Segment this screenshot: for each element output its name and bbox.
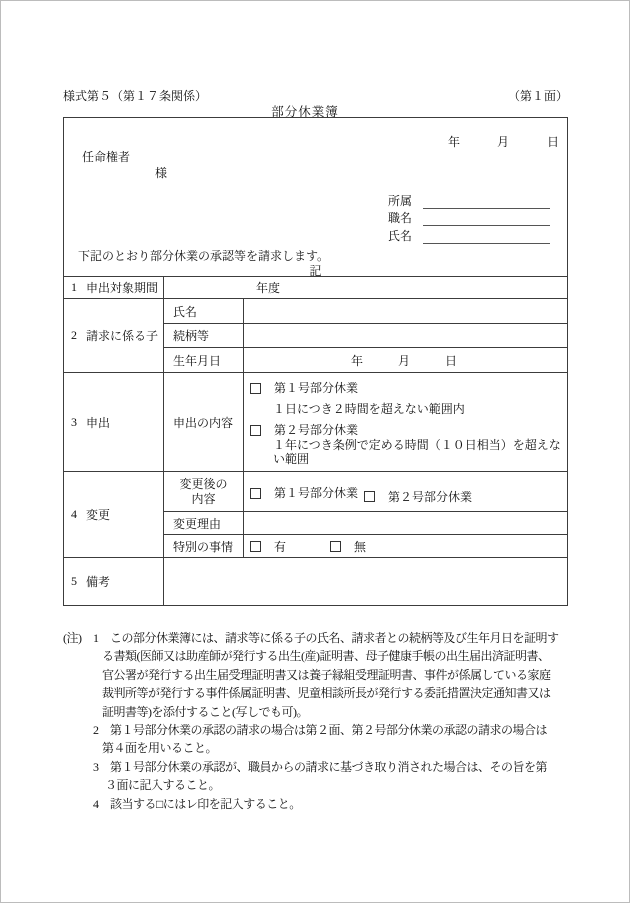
row5-number: 5 (71, 574, 77, 588)
note-1-line-1 (63, 629, 568, 647)
option-leave-type2 (244, 423, 567, 437)
change-option-leave-type1 (244, 486, 358, 500)
notes-section (63, 629, 568, 813)
date-year-label: 年 (448, 135, 461, 149)
note-4-number: 4 (93, 796, 99, 811)
fiscal-year-cell[interactable] (164, 277, 567, 298)
option-leave-type2-desc-line1: １年につき条例で定める時間（１０日相当）を超えな (273, 438, 561, 452)
child-relationship-row (164, 323, 567, 347)
remarks-input-cell[interactable] (164, 558, 567, 605)
special-circumstances-label: 特別の事情 (164, 535, 244, 557)
special-no-label: 無 (354, 539, 367, 554)
birth-day-label: 日 (445, 353, 458, 368)
application-content-label: 申出の内容 (164, 373, 244, 471)
row4-number: 4 (71, 507, 77, 521)
row-application-period (64, 276, 567, 298)
row3-header-cell (64, 373, 164, 471)
note-3-text-1: 第１号部分休業の承認が、職員からの請求に基づき取り消された場合は、その旨を第 (110, 759, 548, 774)
option-leave-type1-desc: １日につき２時間を超えない範囲内 (273, 402, 465, 416)
change-content-row (164, 472, 567, 511)
row1-header-cell (64, 277, 164, 298)
child-birthdate-label: 生年月日 (164, 348, 244, 372)
change-option-leave-type2 (358, 490, 472, 504)
row-change (64, 471, 567, 557)
form-header (64, 118, 567, 276)
change-reason-row (164, 511, 567, 534)
page-marker: （第１面） (507, 89, 568, 103)
child-name-row (164, 299, 567, 323)
child-relationship-label: 続柄等 (164, 324, 244, 347)
special-circumstances-row (164, 534, 567, 557)
row-application (64, 372, 567, 471)
note-1-text-1: この部分休業簿には、請求等に係る子の氏名、請求者との続柄等及び生年月日を証明す (110, 631, 559, 645)
row3-number: 3 (71, 414, 77, 429)
special-circumstances-cell (244, 535, 567, 557)
row5-label: 備考 (86, 575, 111, 589)
checkbox-special-no-icon[interactable] (330, 541, 341, 552)
checkbox-special-yes-icon[interactable] (250, 541, 261, 552)
checkbox-leave-type2-icon[interactable] (250, 425, 261, 436)
option-leave-type2-label: 第２号部分休業 (274, 423, 359, 437)
note-2-number: 2 (93, 723, 99, 738)
special-yes-label: 有 (274, 539, 287, 554)
checkbox-leave-type1-icon[interactable] (250, 383, 261, 394)
document-title: 部分休業簿 (271, 105, 339, 119)
note-3-line-2: ３面に記入すること。 (105, 778, 221, 793)
change-content-label (164, 472, 244, 511)
name-fill-line[interactable] (423, 231, 550, 244)
date-line (64, 133, 567, 147)
date-day-label: 日 (547, 135, 560, 149)
row-child (64, 298, 567, 372)
name-label: 氏名 (388, 229, 413, 243)
form-id: 様式第５（第１７条関係） (63, 89, 208, 103)
record-marker: 記 (309, 264, 322, 278)
row5-header-cell (64, 558, 164, 605)
row2-label: 請求に係る子 (86, 329, 159, 343)
note-1-line-2: る書類(医師又は助産師が発行する出生(産)証明書、母子健康手帳の出生届出済証明書、 (102, 649, 550, 664)
row4-header-cell (64, 472, 164, 557)
child-birthdate-input-cell[interactable] (244, 348, 567, 372)
position-field (388, 212, 550, 226)
change-reason-input-cell[interactable] (244, 512, 567, 534)
row4-label: 変更 (86, 508, 111, 522)
date-month-label: 月 (497, 135, 510, 149)
affiliation-field (388, 195, 550, 209)
row1-label: 申出対象期間 (86, 281, 159, 295)
note-2-line-2: 第４面を用いること。 (102, 741, 218, 756)
note-4-line-1 (63, 795, 568, 813)
option-leave-type2-desc-line2: い範囲 (273, 452, 310, 466)
option-leave-type1-label: 第１号部分休業 (274, 381, 359, 395)
row3-label: 申出 (86, 415, 111, 430)
honorific-label: 様 (155, 166, 168, 180)
fiscal-year-label: 年度 (256, 281, 281, 295)
row1-number: 1 (71, 280, 77, 294)
application-content-cell (244, 373, 567, 471)
child-birthdate-row (164, 347, 567, 372)
change-content-label-line1: 変更後の (179, 476, 228, 491)
request-statement: 下記のとおり部分休業の承認等を請求します。 (78, 249, 330, 263)
notes-label: (注) (63, 631, 82, 645)
form-main-box (63, 117, 568, 606)
change-option-leave-type2-label: 第２号部分休業 (388, 489, 473, 504)
note-1-line-3: 官公署が発行する出生届受理証明書又は養子縁組受理証明書、事件が係属している家庭 (102, 667, 551, 682)
note-2-line-1 (63, 721, 568, 739)
row-remarks (64, 557, 567, 605)
note-1-line-4: 裁判所等が発行する事件係属証明書、児童相談所長が発行する委託措置決定通知書又は (102, 686, 551, 701)
checkbox-change-type2-icon[interactable] (364, 491, 375, 502)
birth-month-label: 月 (398, 353, 411, 368)
child-name-label: 氏名 (164, 299, 244, 323)
position-label: 職名 (388, 211, 413, 225)
change-option-leave-type1-label: 第１号部分休業 (274, 486, 359, 500)
affiliation-fill-line[interactable] (423, 196, 550, 209)
change-reason-label: 変更理由 (164, 512, 244, 534)
checkbox-change-type1-icon[interactable] (250, 488, 261, 499)
appointing-authority-label: 任命権者 (82, 150, 131, 164)
row2-header-cell (64, 299, 164, 372)
birth-year-label: 年 (351, 353, 364, 368)
name-field (388, 230, 550, 244)
row2-number: 2 (71, 328, 77, 342)
note-1-number: 1 (93, 631, 99, 645)
child-name-input-cell[interactable] (244, 299, 567, 323)
affiliation-label: 所属 (388, 194, 413, 208)
option-leave-type1 (244, 381, 567, 395)
child-relationship-input-cell[interactable] (244, 324, 567, 347)
position-fill-line[interactable] (423, 213, 550, 226)
change-content-label-line2: 内容 (191, 491, 216, 506)
change-content-cell (244, 472, 567, 511)
note-3-line-1 (63, 758, 568, 776)
note-2-text-1: 第１号部分休業の承認の請求の場合は第２面、第２号部分休業の承認の請求の場合は (110, 723, 548, 738)
note-1-line-5: 証明書等)を添付すること(写しでも可)。 (102, 704, 308, 719)
note-3-number: 3 (93, 759, 99, 774)
note-4-text-1: 該当する□にはレ印を記入すること。 (110, 796, 301, 811)
